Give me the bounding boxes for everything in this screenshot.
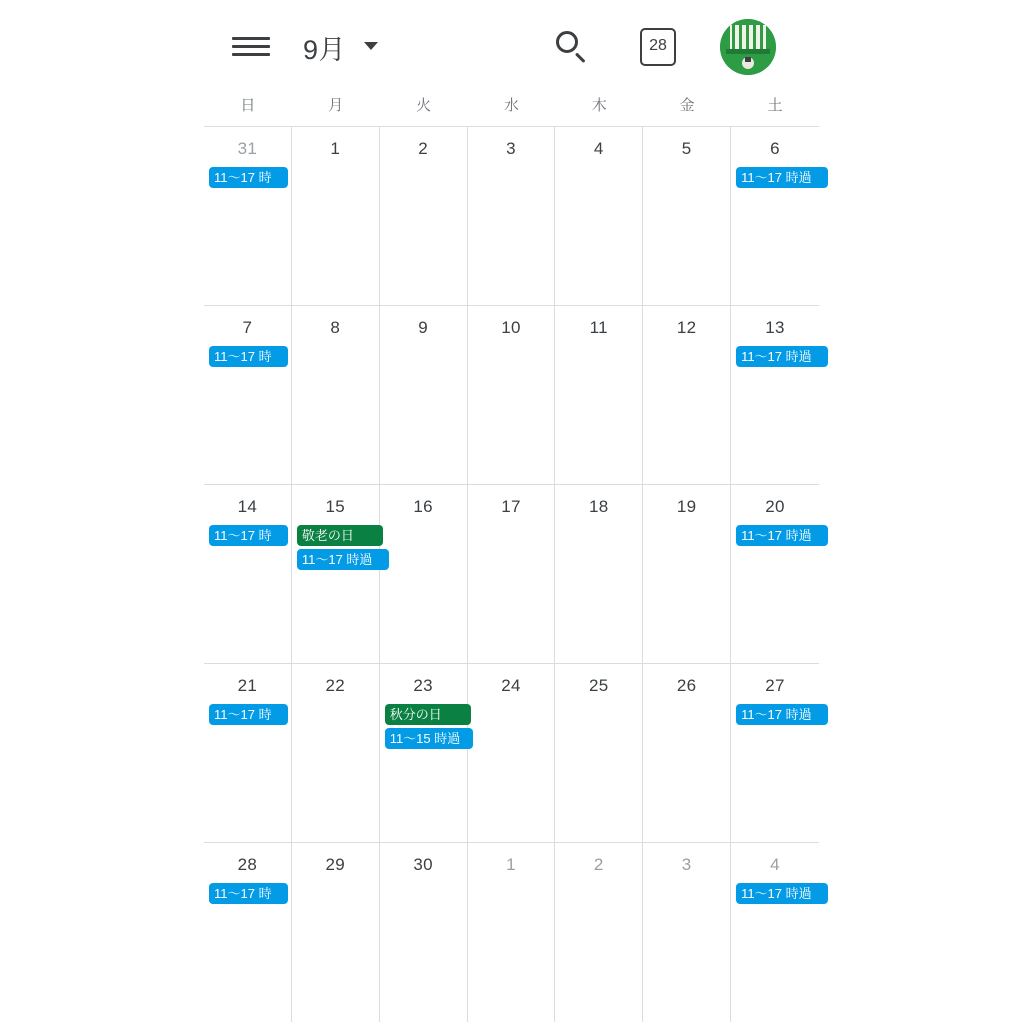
account-avatar[interactable]	[720, 19, 776, 75]
day-number: 16	[413, 497, 433, 516]
day-cell[interactable]	[555, 664, 643, 842]
day-number: 18	[589, 497, 609, 516]
day-number: 10	[501, 318, 521, 337]
event-chip-list	[736, 346, 828, 370]
event-chip[interactable]: 11〜17 時過	[297, 549, 389, 570]
day-cell[interactable]	[643, 127, 731, 305]
day-cell[interactable]	[555, 485, 643, 663]
day-cell[interactable]	[555, 843, 643, 1022]
event-chip[interactable]: 11〜17 時過	[736, 167, 828, 188]
day-number: 9	[418, 318, 428, 337]
day-cell[interactable]	[380, 664, 468, 842]
month-title[interactable]: 9月	[303, 35, 347, 65]
day-cell[interactable]	[555, 127, 643, 305]
day-cell[interactable]	[468, 664, 556, 842]
event-chip[interactable]: 11〜17 時過	[736, 525, 828, 546]
day-cell[interactable]	[292, 485, 380, 663]
event-chip[interactable]: 11〜17 時	[209, 704, 288, 725]
day-number: 22	[325, 676, 346, 695]
day-cell[interactable]	[468, 127, 556, 305]
day-cell[interactable]	[555, 306, 643, 484]
day-cell[interactable]	[292, 127, 380, 305]
today-calendar-icon[interactable]	[640, 28, 676, 66]
holiday-chip[interactable]: 敬老の日	[297, 525, 383, 546]
day-cell[interactable]	[731, 843, 819, 1022]
chevron-down-icon[interactable]	[364, 42, 378, 50]
day-cell[interactable]	[204, 843, 292, 1022]
day-number: 30	[413, 855, 433, 874]
today-number: 28	[649, 37, 667, 54]
day-number: 2	[418, 139, 428, 158]
event-chip-list	[736, 525, 828, 549]
event-chip-list	[736, 167, 828, 191]
day-number: 25	[589, 676, 609, 695]
day-cell[interactable]	[380, 127, 468, 305]
day-number: 31	[237, 139, 258, 158]
day-number: 5	[681, 139, 692, 158]
day-number: 19	[676, 497, 697, 516]
weekday-wed: 水	[503, 97, 519, 114]
event-chip[interactable]: 11〜15 時過	[385, 728, 473, 749]
day-number: 4	[593, 139, 604, 158]
day-cell[interactable]	[731, 127, 819, 305]
calendar-week-row	[204, 664, 819, 843]
day-number: 23	[413, 676, 433, 695]
calendar-week-row	[204, 485, 819, 664]
search-icon[interactable]	[555, 30, 589, 64]
day-cell[interactable]	[643, 843, 731, 1022]
day-cell[interactable]	[204, 485, 292, 663]
weekday-thu: 木	[591, 97, 607, 114]
day-number: 29	[325, 855, 346, 874]
hamburger-bar	[232, 45, 270, 48]
day-cell[interactable]	[292, 306, 380, 484]
day-number: 24	[501, 676, 521, 695]
day-cell[interactable]	[380, 485, 468, 663]
day-cell[interactable]	[380, 306, 468, 484]
weekday-header	[204, 92, 819, 126]
day-number: 1	[506, 855, 516, 874]
event-chip[interactable]: 11〜17 時	[209, 883, 288, 904]
event-chip[interactable]: 11〜17 時	[209, 525, 288, 546]
day-cell[interactable]	[468, 843, 556, 1022]
day-cell[interactable]	[731, 306, 819, 484]
holiday-chip[interactable]: 秋分の日	[385, 704, 471, 725]
weekday-sun: 日	[240, 97, 256, 114]
day-number: 6	[770, 139, 780, 158]
day-number: 3	[506, 139, 516, 158]
weekday-fri: 金	[679, 97, 695, 114]
event-chip[interactable]: 11〜17 時	[209, 346, 288, 367]
day-number: 1	[330, 139, 341, 158]
day-cell[interactable]	[204, 306, 292, 484]
hamburger-bar	[232, 37, 270, 40]
day-number: 4	[770, 855, 780, 874]
search-handle	[575, 52, 586, 63]
top-app-bar	[0, 0, 1024, 92]
day-number: 15	[325, 497, 346, 516]
calendar-month-grid	[204, 126, 819, 1024]
event-chip-list	[736, 704, 828, 728]
event-chip[interactable]: 11〜17 時過	[736, 883, 828, 904]
weekday-sat: 土	[767, 97, 783, 114]
calendar-week-row	[204, 843, 819, 1022]
weekday-mon: 月	[328, 97, 344, 114]
day-number: 11	[589, 318, 608, 337]
day-cell[interactable]	[643, 306, 731, 484]
day-cell[interactable]	[204, 664, 292, 842]
day-cell[interactable]	[380, 843, 468, 1022]
day-number: 12	[676, 318, 697, 337]
day-number: 21	[237, 676, 258, 695]
day-number: 8	[330, 318, 341, 337]
day-number: 27	[765, 676, 785, 695]
day-number: 17	[501, 497, 521, 516]
weekday-tue: 火	[416, 97, 432, 114]
hamburger-menu-icon[interactable]	[232, 33, 270, 61]
day-cell[interactable]	[731, 485, 819, 663]
day-number: 3	[681, 855, 692, 874]
day-number: 7	[242, 318, 253, 337]
day-cell[interactable]	[643, 664, 731, 842]
event-chip[interactable]: 11〜17 時過	[736, 704, 828, 725]
event-chip[interactable]: 11〜17 時過	[736, 346, 828, 367]
calendar-week-row	[204, 306, 819, 485]
day-cell[interactable]	[204, 127, 292, 305]
event-chip-list	[736, 883, 828, 907]
day-number: 13	[765, 318, 785, 337]
day-number: 2	[593, 855, 604, 874]
day-number: 14	[237, 497, 258, 516]
day-cell[interactable]	[468, 306, 556, 484]
day-cell[interactable]	[292, 664, 380, 842]
day-number: 28	[237, 855, 258, 874]
search-lens	[556, 31, 578, 53]
event-chip[interactable]: 11〜17 時	[209, 167, 288, 188]
day-number: 20	[765, 497, 785, 516]
day-cell[interactable]	[468, 485, 556, 663]
day-cell[interactable]	[731, 664, 819, 842]
day-cell[interactable]	[643, 485, 731, 663]
calendar-week-row	[204, 127, 819, 306]
day-cell[interactable]	[292, 843, 380, 1022]
hamburger-bar	[232, 53, 270, 56]
day-number: 26	[676, 676, 697, 695]
